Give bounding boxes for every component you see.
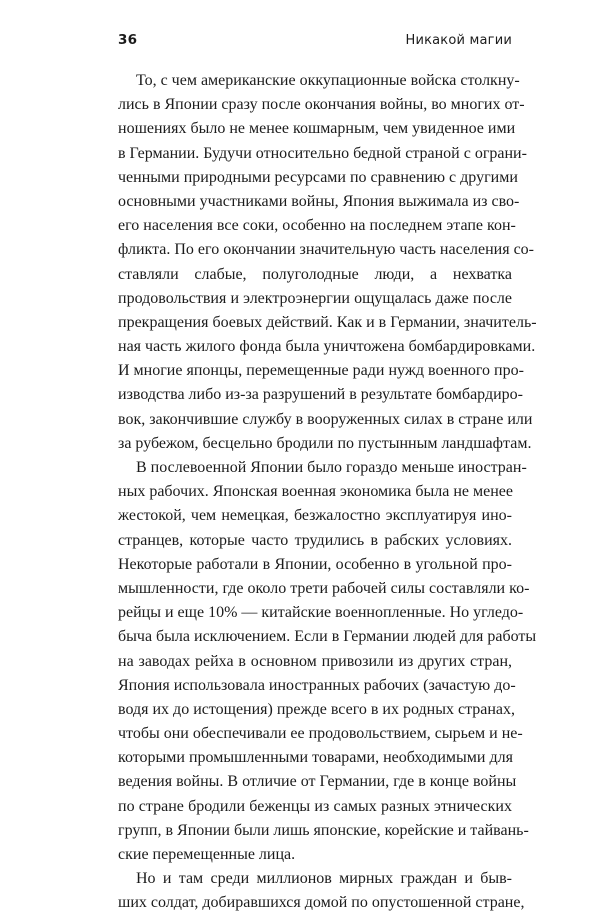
text-line: вок, закончившие службу в вооруженных силах в стране или <box>118 410 533 428</box>
text-line: водя их до истощения) прежде всего в их родных странах, <box>118 700 516 718</box>
text-line: странцев, которые часто трудились в рабских условиях. <box>118 531 512 549</box>
text-line: ная часть жилого фонда была уничтожена бомбардировками. <box>118 338 536 356</box>
text-line: лись в Японии сразу после окончания войны, во многих от- <box>118 96 525 114</box>
text-line: чтобы они обеспечивали ее продовольствием, сырьем и не- <box>118 725 523 743</box>
text-line: ставляли слабые, полуголодные люди, а нехватка <box>118 265 512 283</box>
text-line: мышленности, где около трети рабочей силы составляли ко- <box>118 579 530 597</box>
text-line: ченными природными ресурсами по сравнению с другими <box>118 168 518 186</box>
text-line: ношениях было не менее кошмарным, чем увиденное ими <box>118 120 516 138</box>
paragraph <box>118 69 537 456</box>
page-number: 36 <box>118 32 138 48</box>
text-line: основными участниками войны, Япония выжимала из сво- <box>118 192 520 210</box>
text-line: В послевоенной Японии было гораздо меньше иностран- <box>136 459 527 476</box>
paragraph <box>118 867 525 915</box>
text-line: на заводах рейха в основном привозили из других стран, <box>118 652 512 670</box>
paragraph <box>118 456 537 867</box>
body-text <box>118 69 537 916</box>
text-line: Япония использовала иностранных рабочих (зачастую до- <box>118 676 516 694</box>
running-head <box>118 32 512 54</box>
text-line: продовольствия и электроэнергии ощущалась даже после <box>118 289 512 307</box>
running-title: Никакой магии <box>405 33 512 48</box>
text-line: ские перемещенные лица. <box>118 846 296 863</box>
text-line: ших солдат, добиравшихся домой по опустошенной стране, <box>118 894 525 912</box>
text-line: в Германии. Будучи относительно бедной страной с ограни- <box>118 144 527 162</box>
text-line: по стране бродили беженцы из самых разных этнических <box>118 797 512 815</box>
text-line: прекращения боевых действий. Как и в Германии, значитель- <box>118 313 537 331</box>
text-line: фликта. По его окончании значительную часть населения со- <box>118 241 534 259</box>
text-line: за рубежом, бесцельно бродили по пустынным ландшафтам. <box>118 434 532 452</box>
text-line: его населения все соки, особенно на последнем этапе кон- <box>118 217 516 235</box>
text-line: изводства либо из-за разрушений в результате бомбардиро- <box>118 386 523 404</box>
text-line: групп, в Японии были лишь японские, корейские и тайвань- <box>118 821 529 839</box>
text-line: которыми промышленными товарами, необходимыми для <box>118 749 513 767</box>
text-line: ведения войны. В отличие от Германии, где в конце войны <box>118 773 517 791</box>
text-line: И многие японцы, перемещенные ради нужд военного про- <box>118 362 524 380</box>
text-line: быча была исключением. Если в Германии людей для работы <box>118 628 537 646</box>
text-line: То, с чем американские оккупационные войска столкну- <box>136 72 520 89</box>
text-line: Но и там среди миллионов мирных граждан и быв- <box>136 870 512 888</box>
text-line: ных рабочих. Японская военная экономика была не менее <box>118 483 514 501</box>
text-line: жестокой, чем немецкая, безжалостно эксплуатируя ино- <box>118 507 512 525</box>
text-line: Некоторые работали в Японии, особенно в угольной про- <box>118 555 512 573</box>
text-line: рейцы и еще 10% — китайские военнопленные. Но угледо- <box>118 604 524 622</box>
